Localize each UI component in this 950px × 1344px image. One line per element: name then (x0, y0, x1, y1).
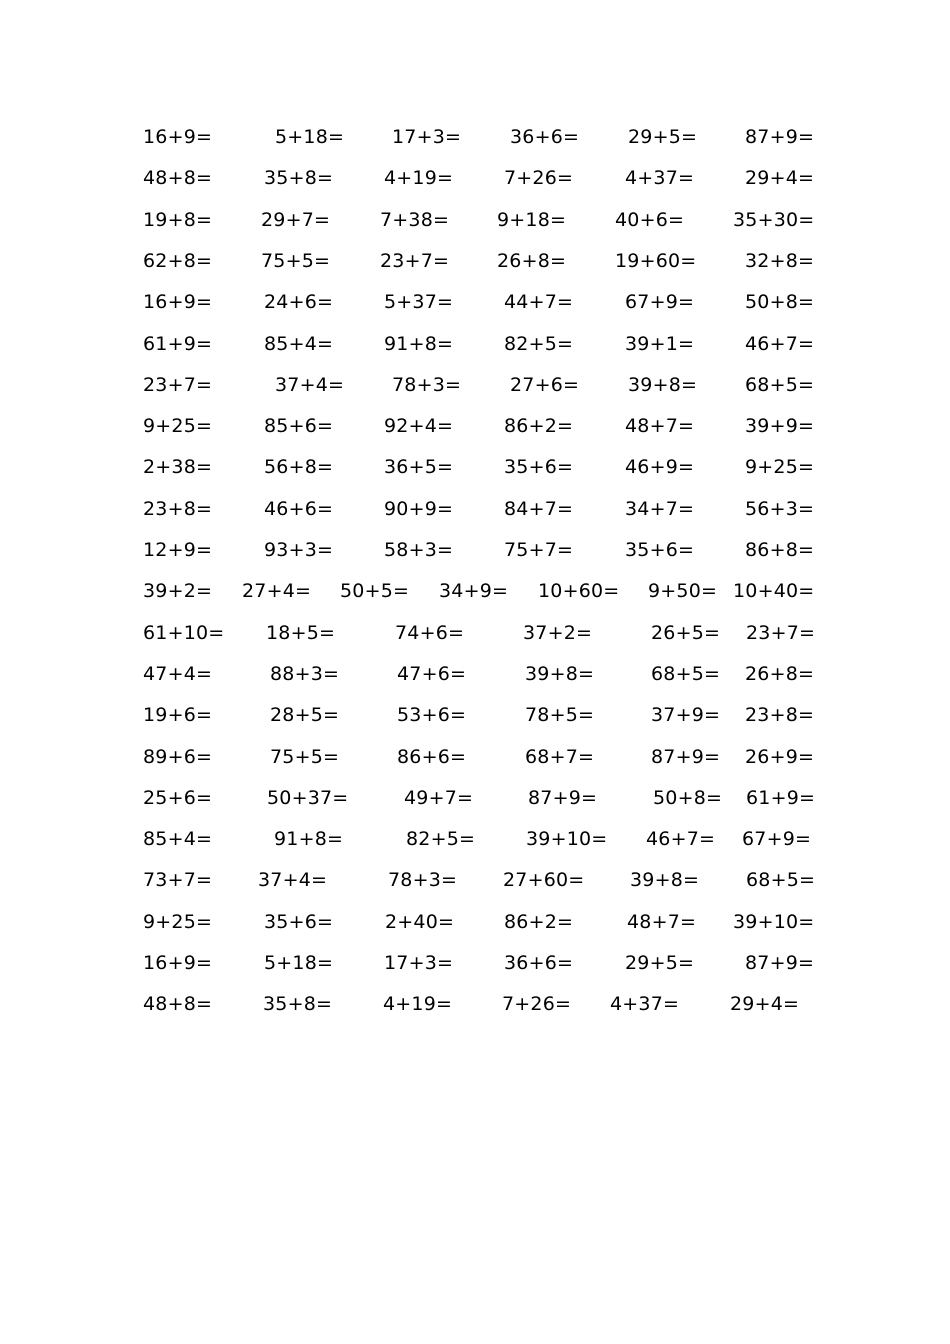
addition-problem: 19+60= (615, 249, 697, 272)
addition-problem: 2+38= (143, 456, 213, 479)
addition-problem: 27+60= (503, 869, 585, 892)
addition-problem: 47+4= (143, 662, 213, 685)
addition-problem: 73+7= (143, 869, 213, 892)
addition-problem: 19+8= (143, 208, 213, 231)
addition-problem: 68+5= (746, 869, 816, 892)
addition-problem: 25+6= (143, 786, 213, 809)
problem-row (0, 452, 950, 482)
addition-problem: 46+7= (745, 332, 815, 355)
addition-problem: 26+8= (745, 662, 815, 685)
problem-row (0, 122, 950, 152)
addition-problem: 9+25= (745, 456, 815, 479)
addition-problem: 46+7= (646, 828, 716, 851)
addition-problem: 12+9= (143, 539, 213, 561)
addition-problem: 16+9= (143, 126, 213, 148)
addition-problem: 39+8= (628, 373, 698, 396)
problem-row (0, 865, 950, 895)
addition-problem: 37+2= (523, 621, 593, 644)
addition-problem: 34+9= (439, 580, 509, 603)
addition-problem: 91+8= (384, 332, 454, 355)
addition-problem: 89+6= (143, 745, 213, 768)
addition-problem: 9+50= (648, 580, 718, 603)
addition-problem: 49+7= (404, 786, 474, 809)
addition-problem: 27+6= (510, 373, 580, 396)
addition-problem: 17+3= (384, 952, 454, 974)
addition-problem: 27+4= (242, 580, 312, 603)
addition-problem: 39+8= (525, 662, 595, 685)
problem-row (0, 411, 950, 441)
addition-problem: 85+4= (264, 332, 334, 355)
addition-problem: 67+9= (742, 828, 812, 851)
addition-problem: 7+38= (380, 208, 450, 231)
addition-problem: 46+9= (625, 456, 695, 479)
addition-problem: 78+3= (388, 869, 458, 892)
addition-problem: 35+6= (625, 539, 695, 561)
addition-problem: 39+10= (526, 828, 608, 851)
addition-problem: 78+3= (392, 373, 462, 396)
addition-problem: 5+37= (384, 291, 454, 314)
addition-problem: 84+7= (504, 497, 574, 520)
addition-problem: 68+5= (651, 662, 721, 685)
addition-problem: 37+9= (651, 704, 721, 727)
addition-problem: 23+7= (746, 621, 816, 644)
addition-problem: 68+5= (745, 373, 815, 396)
addition-problem: 87+9= (745, 952, 815, 974)
addition-problem: 50+8= (653, 786, 723, 809)
addition-problem: 37+4= (275, 373, 345, 396)
addition-problem: 87+9= (528, 786, 598, 809)
addition-problem: 93+3= (264, 539, 334, 561)
addition-problem: 86+6= (397, 745, 467, 768)
problem-row (0, 659, 950, 689)
addition-problem: 18+5= (266, 621, 336, 644)
addition-problem: 39+2= (143, 580, 213, 603)
addition-problem: 75+7= (504, 539, 574, 561)
addition-problem: 16+9= (143, 291, 213, 314)
addition-problem: 86+2= (504, 415, 574, 438)
addition-problem: 56+3= (745, 497, 815, 520)
addition-problem: 62+8= (143, 249, 213, 272)
addition-problem: 4+19= (383, 993, 453, 1016)
addition-problem: 61+10= (143, 621, 225, 644)
addition-problem: 50+37= (267, 786, 349, 809)
addition-problem: 26+9= (745, 745, 815, 768)
addition-problem: 36+6= (510, 126, 580, 148)
addition-problem: 5+18= (275, 126, 345, 148)
problem-row (0, 329, 950, 359)
addition-problem: 68+7= (525, 745, 595, 768)
addition-problem: 78+5= (525, 704, 595, 727)
addition-problem: 24+6= (264, 291, 334, 314)
addition-problem: 7+26= (504, 167, 574, 190)
addition-problem: 91+8= (274, 828, 344, 851)
problem-row (0, 907, 950, 937)
addition-problem: 48+7= (625, 415, 695, 438)
addition-problem: 5+18= (264, 952, 334, 974)
addition-problem: 4+19= (384, 167, 454, 190)
addition-problem: 29+4= (730, 993, 800, 1016)
addition-problem: 85+6= (264, 415, 334, 438)
problem-row (0, 742, 950, 772)
addition-problem: 29+4= (745, 167, 815, 190)
addition-problem: 26+8= (497, 249, 567, 272)
addition-problem: 9+18= (497, 208, 567, 231)
problem-row (0, 494, 950, 524)
addition-problem: 9+25= (143, 415, 213, 438)
addition-problem: 23+7= (380, 249, 450, 272)
addition-problem: 4+37= (610, 993, 680, 1016)
addition-problem: 39+10= (733, 910, 815, 933)
problem-row (0, 287, 950, 317)
addition-problem: 36+5= (384, 456, 454, 479)
addition-problem: 48+8= (143, 993, 213, 1016)
addition-problem: 10+40= (733, 580, 815, 603)
addition-problem: 9+25= (143, 910, 213, 933)
addition-problem: 67+9= (625, 291, 695, 314)
addition-problem: 50+5= (340, 580, 410, 603)
addition-problem: 35+30= (733, 208, 815, 231)
problem-row (0, 948, 950, 978)
addition-problem: 29+5= (625, 952, 695, 974)
addition-problem: 75+5= (270, 745, 340, 768)
addition-problem: 40+6= (615, 208, 685, 231)
addition-problem: 75+5= (261, 249, 331, 272)
addition-problem: 29+7= (261, 208, 331, 231)
problem-row (0, 576, 950, 606)
addition-problem: 74+6= (395, 621, 465, 644)
problem-row (0, 535, 950, 565)
addition-problem: 23+8= (143, 497, 213, 520)
addition-problem: 35+6= (264, 910, 334, 933)
problem-row (0, 824, 950, 854)
addition-problem: 44+7= (504, 291, 574, 314)
problem-row (0, 783, 950, 813)
addition-problem: 19+6= (143, 704, 213, 727)
addition-problem: 17+3= (392, 126, 462, 148)
addition-problem: 48+7= (627, 910, 697, 933)
addition-problem: 85+4= (143, 828, 213, 851)
addition-problem: 35+8= (264, 167, 334, 190)
addition-problem: 29+5= (628, 126, 698, 148)
addition-problem: 86+2= (504, 910, 574, 933)
addition-problem: 87+9= (745, 126, 815, 148)
addition-problem: 34+7= (625, 497, 695, 520)
addition-problem: 82+5= (504, 332, 574, 355)
addition-problem: 37+4= (258, 869, 328, 892)
addition-problem: 90+9= (384, 497, 454, 520)
addition-problem: 23+7= (143, 373, 213, 396)
addition-problem: 39+1= (625, 332, 695, 355)
addition-problem: 50+8= (745, 291, 815, 314)
problem-row (0, 205, 950, 235)
addition-problem: 88+3= (270, 662, 340, 685)
addition-problem: 7+26= (502, 993, 572, 1016)
addition-problem: 86+8= (745, 539, 815, 561)
problem-row (0, 163, 950, 193)
addition-problem: 61+9= (143, 332, 213, 355)
addition-problem: 35+8= (263, 993, 333, 1016)
addition-problem: 26+5= (651, 621, 721, 644)
addition-problem: 82+5= (406, 828, 476, 851)
addition-problem: 56+8= (264, 456, 334, 479)
addition-problem: 16+9= (143, 952, 213, 974)
addition-problem: 23+8= (745, 704, 815, 727)
addition-problem: 32+8= (745, 249, 815, 272)
addition-problem: 46+6= (264, 497, 334, 520)
problem-row (0, 700, 950, 730)
addition-problem: 47+6= (397, 662, 467, 685)
addition-problem: 39+9= (745, 415, 815, 438)
addition-problem: 87+9= (651, 745, 721, 768)
problem-row (0, 989, 950, 1019)
addition-problem: 10+60= (538, 580, 620, 603)
problem-row (0, 618, 950, 648)
problem-row (0, 370, 950, 400)
addition-problem: 61+9= (746, 786, 816, 809)
addition-problem: 48+8= (143, 167, 213, 190)
problem-row (0, 246, 950, 276)
addition-problem: 2+40= (385, 910, 455, 933)
addition-problem: 53+6= (397, 704, 467, 727)
addition-problem: 35+6= (504, 456, 574, 479)
addition-problem: 28+5= (270, 704, 340, 727)
addition-problem: 92+4= (384, 415, 454, 438)
addition-problem: 4+37= (625, 167, 695, 190)
addition-problem: 58+3= (384, 539, 454, 561)
addition-problem: 39+8= (630, 869, 700, 892)
addition-problem: 36+6= (504, 952, 574, 974)
